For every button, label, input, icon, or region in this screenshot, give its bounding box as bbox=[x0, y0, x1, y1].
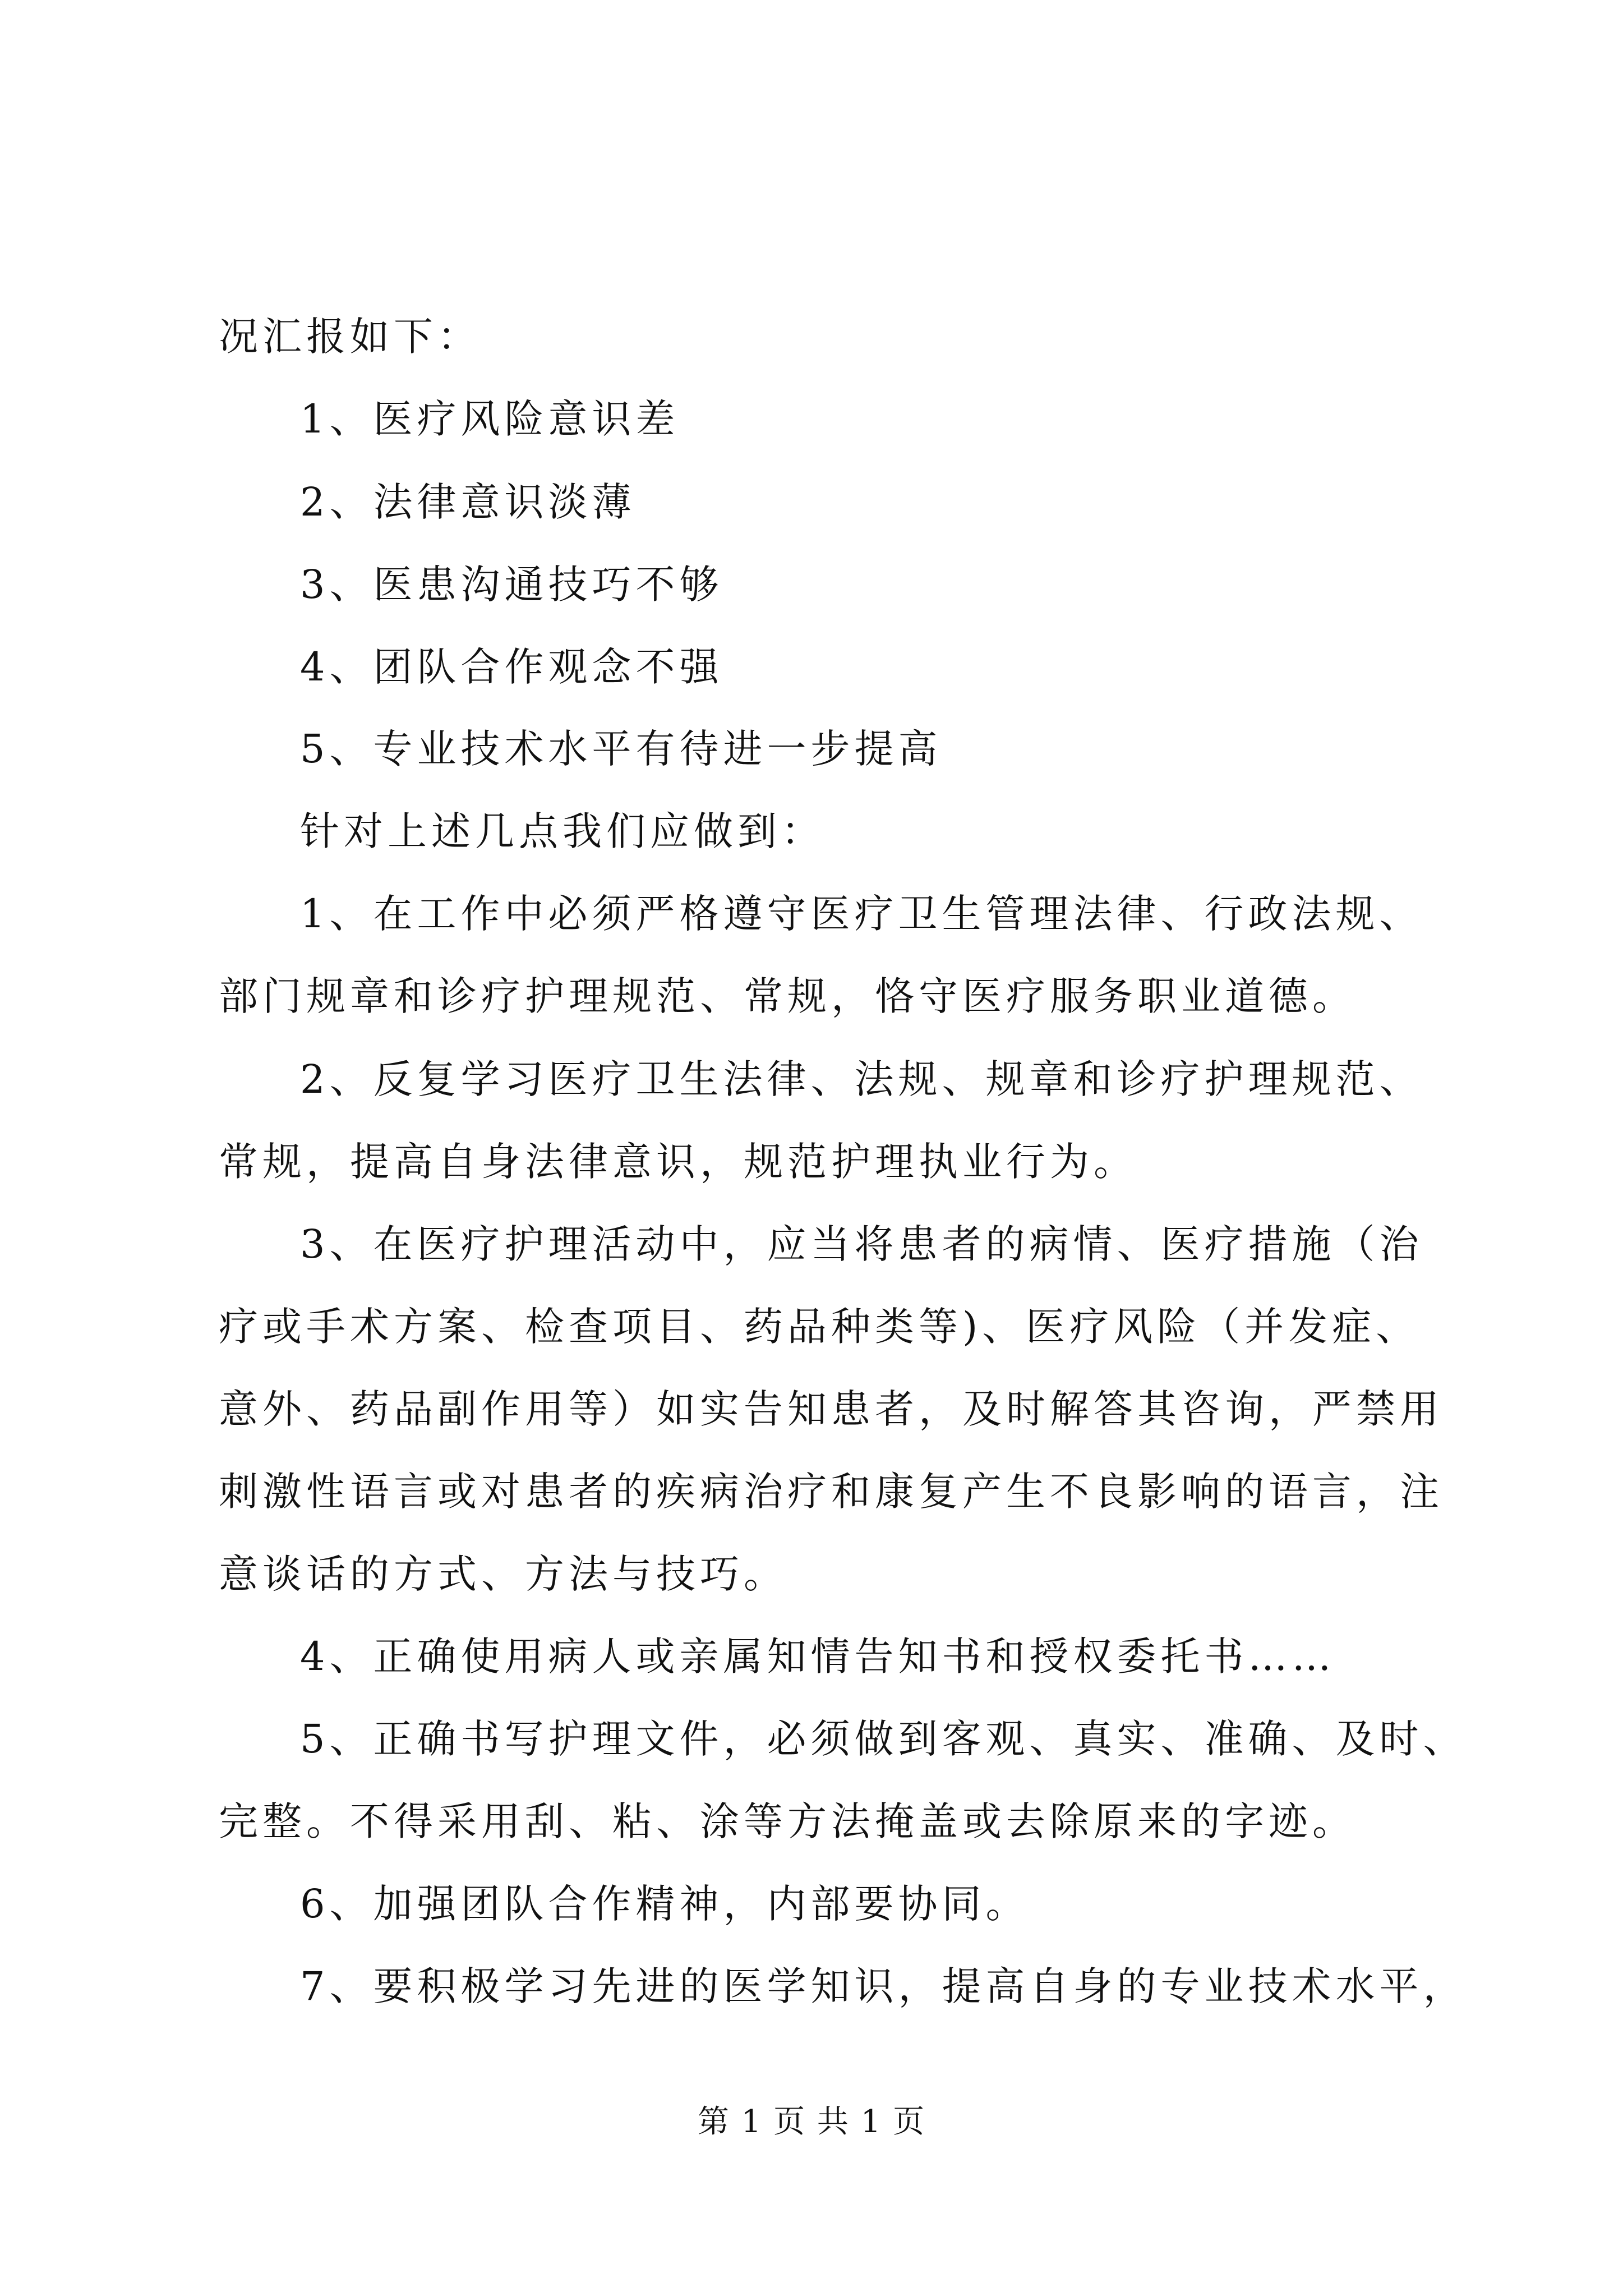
text-line: 5、正确书写护理文件，必须做到客观、真实、准确、及时、 bbox=[300, 1716, 1467, 1762]
text-line: 常规，提高自身法律意识，规范护理执业行为。 bbox=[219, 1139, 1137, 1185]
list-item: 2、法律意识淡薄 bbox=[300, 479, 636, 525]
list-item: 3、医患沟通技巧不够 bbox=[300, 562, 723, 608]
text-line: 2、反复学习医疗卫生法律、法规、规章和诊疗护理规范、 bbox=[300, 1056, 1423, 1102]
list-item: 5、专业技术水平有待进一步提高 bbox=[300, 726, 942, 772]
text-line: 6、加强团队合作精神，内部要协同。 bbox=[300, 1881, 1030, 1927]
text-line: 意外、药品副作用等）如实告知患者，及时解答其咨询，严禁用 bbox=[219, 1386, 1444, 1432]
text-line: 况汇报如下： bbox=[219, 314, 481, 360]
text-line: 7、要积极学习先进的医学知识，提高自身的专业技术水平， bbox=[300, 1963, 1467, 2009]
text-line: 部门规章和诊疗护理规范、常规，恪守医疗服务职业道德。 bbox=[219, 973, 1356, 1019]
list-item: 1、医疗风险意识差 bbox=[300, 396, 680, 442]
text-line: 4、正确使用病人或亲属知情告知书和授权委托书…… bbox=[300, 1634, 1336, 1680]
text-line: 3、在医疗护理活动中，应当将患者的病情、医疗措施（治 bbox=[300, 1221, 1423, 1267]
list-item: 4、团队合作观念不强 bbox=[300, 644, 723, 690]
text-line: 针对上述几点我们应做到： bbox=[300, 808, 825, 854]
text-line: 疗或手术方案、检查项目、药品种类等)、医疗风险（并发症、 bbox=[219, 1304, 1420, 1350]
page-footer: 第 1 页 共 1 页 bbox=[697, 2104, 926, 2140]
text-line: 意谈话的方式、方法与技巧。 bbox=[219, 1551, 787, 1597]
text-line: 刺激性语言或对患者的疾病治疗和康复产生不良影响的语言，注 bbox=[219, 1469, 1444, 1515]
text-line: 1、在工作中必须严格遵守医疗卫生管理法律、行政法规、 bbox=[300, 891, 1423, 937]
text-line: 完整。不得采用刮、粘、涂等方法掩盖或去除原来的字迹。 bbox=[219, 1798, 1356, 1844]
